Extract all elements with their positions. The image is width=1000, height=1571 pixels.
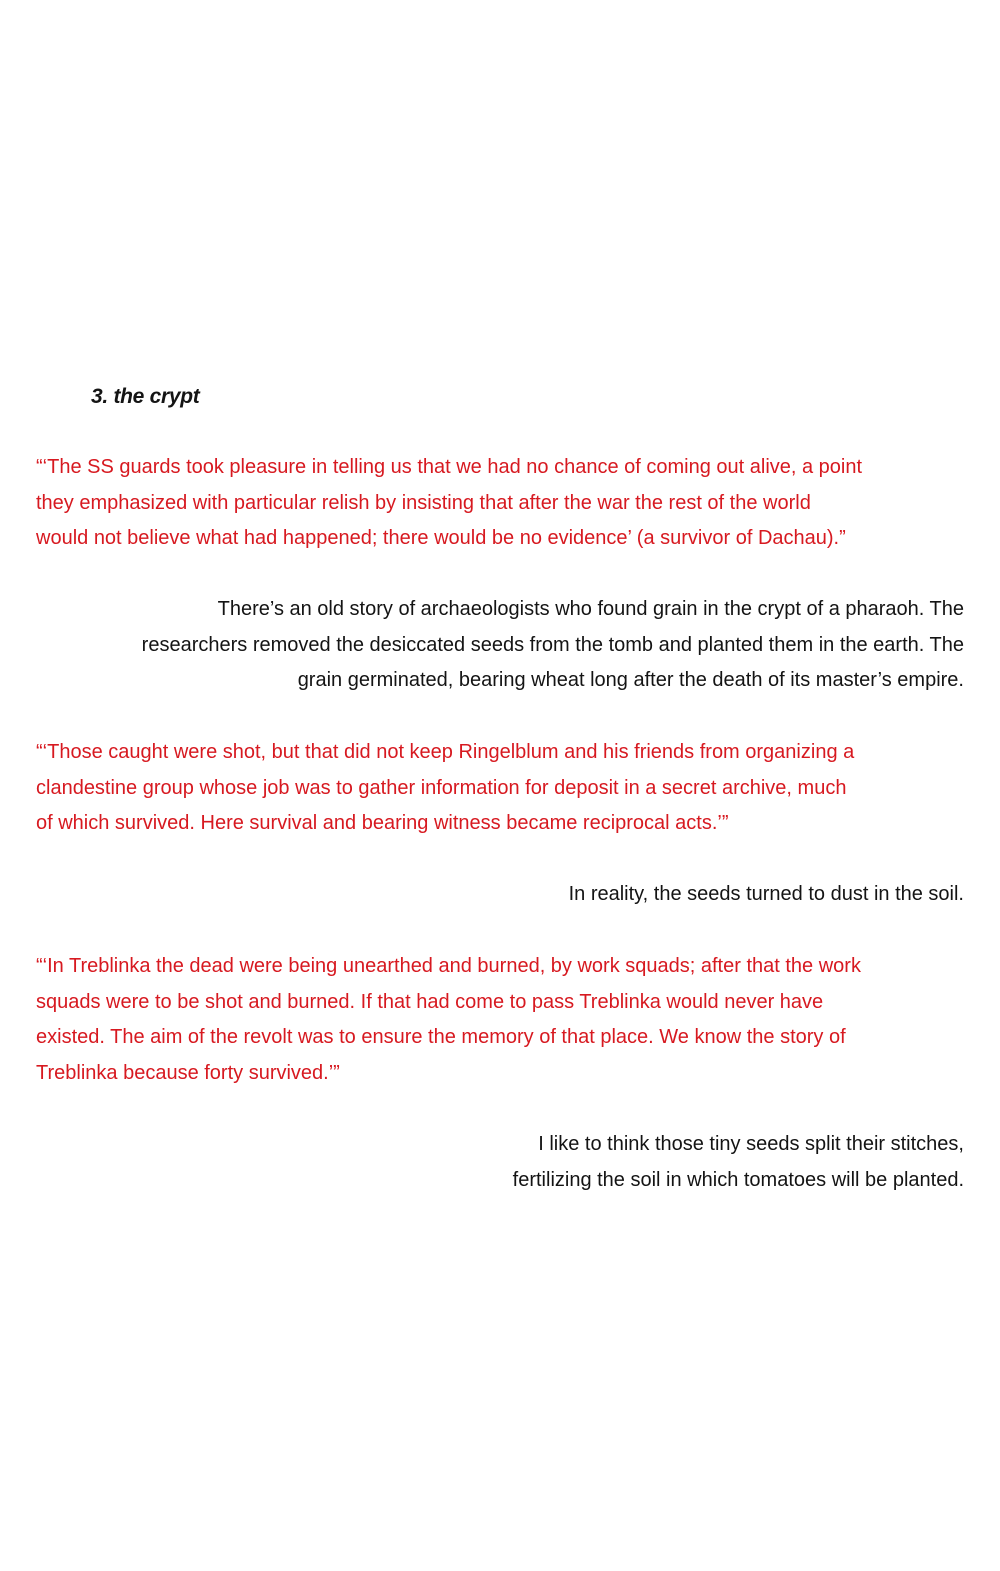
prose-line: I like to think those tiny seeds split their stitches,	[538, 1133, 964, 1155]
quote-line: of which survived. Here survival and bearing witness became reciprocal acts.’”	[36, 812, 729, 834]
prose-seeds-dust	[36, 877, 964, 913]
quote-line: Treblinka because forty survived.’”	[36, 1061, 340, 1084]
prose-line: In reality, the seeds turned to dust in the soil.	[568, 883, 964, 905]
quote-ringelblum	[36, 735, 964, 842]
quote-line: “‘The SS guards took pleasure in telling us that we had no chance of coming out alive, a point	[36, 456, 863, 478]
quote-line: would not believe what had happened; there would be no evidence’ (a survivor of Dachau).”	[36, 527, 846, 549]
quote-line: clandestine group whose job was to gather information for deposit in a secret archive, much	[36, 776, 847, 799]
prose-tomatoes	[36, 1127, 964, 1198]
quote-treblinka	[36, 949, 964, 1091]
quote-dachau	[36, 450, 964, 557]
quote-line: “‘In Treblinka the dead were being unearthed and burned, by work squads; after that the work	[36, 955, 861, 977]
prose-line: researchers removed the desiccated seeds from the tomb and planted them in the earth. The	[141, 633, 964, 656]
quote-line: existed. The aim of the revolt was to ensure the memory of that place. We know the story of	[36, 1026, 846, 1048]
quote-line: they emphasized with particular relish by insisting that after the war the rest of the world	[36, 491, 811, 514]
prose-line: fertilizing the soil in which tomatoes will be planted.	[512, 1168, 964, 1191]
prose-line: There’s an old story of archaeologists who found grain in the crypt of a pharaoh. The	[217, 598, 964, 620]
quote-line: squads were to be shot and burned. If that had come to pass Treblinka would never have	[36, 990, 824, 1013]
section-heading: 3. the crypt	[91, 385, 200, 408]
prose-line: grain germinated, bearing wheat long after the death of its master’s empire.	[297, 669, 964, 691]
prose-pharaoh-grain	[36, 592, 964, 699]
quote-line: “‘Those caught were shot, but that did not keep Ringelblum and his friends from organizing a	[36, 741, 855, 763]
